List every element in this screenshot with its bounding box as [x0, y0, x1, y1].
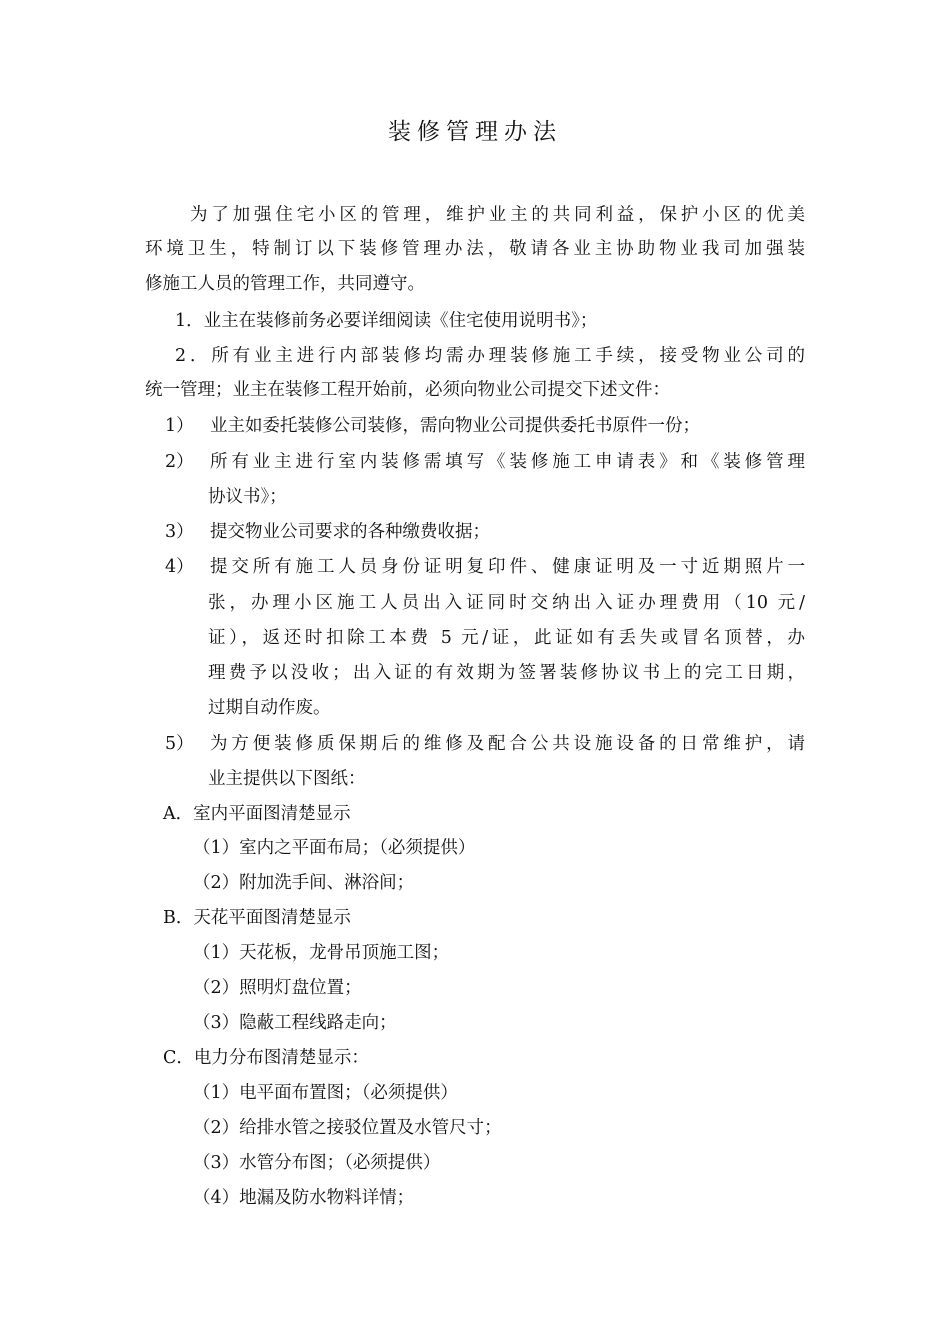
section-c-item-1: （1）电平面布置图；（必须提供）: [193, 1083, 458, 1103]
sub-item-5-line-2: 业主提供以下图纸：: [208, 769, 366, 789]
item-2-line-2: 统一管理；业主在装修工程开始前，必须向物业公司提交下述文件：: [145, 380, 670, 400]
sub-item-4-line-1: 提交所有施工人员身份证明复印件、健康证明及一寸近期照片一: [210, 557, 805, 577]
document-title: 装修管理办法: [388, 119, 562, 145]
section-b-item-3: （3）隐蔽工程线路走向；: [193, 1013, 397, 1033]
intro-line-3: 修施工人员的管理工作，共同遵守。: [145, 274, 425, 294]
section-c-item-3: （3）水管分布图；（必须提供）: [193, 1153, 441, 1173]
sub-item-4-line-3: 证），返还时扣除工本费 5 元/证，此证如有丢失或冒名顶替，办: [208, 628, 805, 648]
sub-item-2-line-2: 协议书》；: [208, 487, 287, 507]
section-c-heading: C．电力分布图清楚显示：: [163, 1048, 369, 1068]
section-b-item-1: （1）天花板，龙骨吊顶施工图；: [193, 943, 450, 963]
section-a-item-1: （1）室内之平面布局；（必须提供）: [193, 838, 476, 858]
section-c-item-4: （4）地漏及防水物料详情；: [193, 1188, 415, 1208]
section-b-heading: B．天花平面图清楚显示: [163, 908, 351, 928]
section-b-item-2: （2）照明灯盘位置；: [193, 978, 362, 998]
sub-item-1-number: 1）: [165, 416, 194, 436]
section-c-item-2: （2）给排水管之接驳位置及水管尺寸；: [193, 1118, 502, 1138]
sub-item-1-text: 业主如委托装修公司装修，需向物业公司提供委托书原件一份；: [210, 416, 700, 436]
sub-item-4-line-5: 过期自动作废。: [208, 698, 331, 718]
sub-item-3-text: 提交物业公司要求的各种缴费收据；: [210, 522, 490, 542]
item-2-line-1: 2．所有业主进行内部装修均需办理装修施工手续，接受物业公司的: [175, 346, 805, 366]
sub-item-3-number: 3）: [165, 522, 194, 542]
section-a-heading: A．室内平面图清楚显示: [163, 804, 351, 824]
sub-item-5-number: 5）: [165, 734, 194, 754]
sub-item-4-line-2: 张，办理小区施工人员出入证同时交纳出入证办理费用（10 元/: [208, 593, 805, 613]
sub-item-4-number: 4）: [165, 557, 194, 577]
sub-item-2-line-1: 所有业主进行室内装修需填写《装修施工申请表》和《装修管理: [210, 452, 805, 472]
sub-item-5-line-1: 为方便装修质保期后的维修及配合公共设施设备的日常维护，请: [210, 734, 805, 754]
section-a-item-2: （2）附加洗手间、淋浴间；: [193, 873, 415, 893]
intro-line-2: 环境卫生，特制订以下装修管理办法，敬请各业主协助物业我司加强装: [145, 239, 805, 259]
sub-item-2-number: 2）: [165, 452, 194, 472]
sub-item-4-line-4: 理费予以没收；出入证的有效期为签署装修协议书上的完工日期，: [208, 663, 805, 683]
intro-line-1: 为了加强住宅小区的管理，维护业主的共同利益，保护小区的优美: [190, 205, 805, 225]
item-1: 1．业主在装修前务必要详细阅读《住宅使用说明书》；: [175, 311, 598, 331]
